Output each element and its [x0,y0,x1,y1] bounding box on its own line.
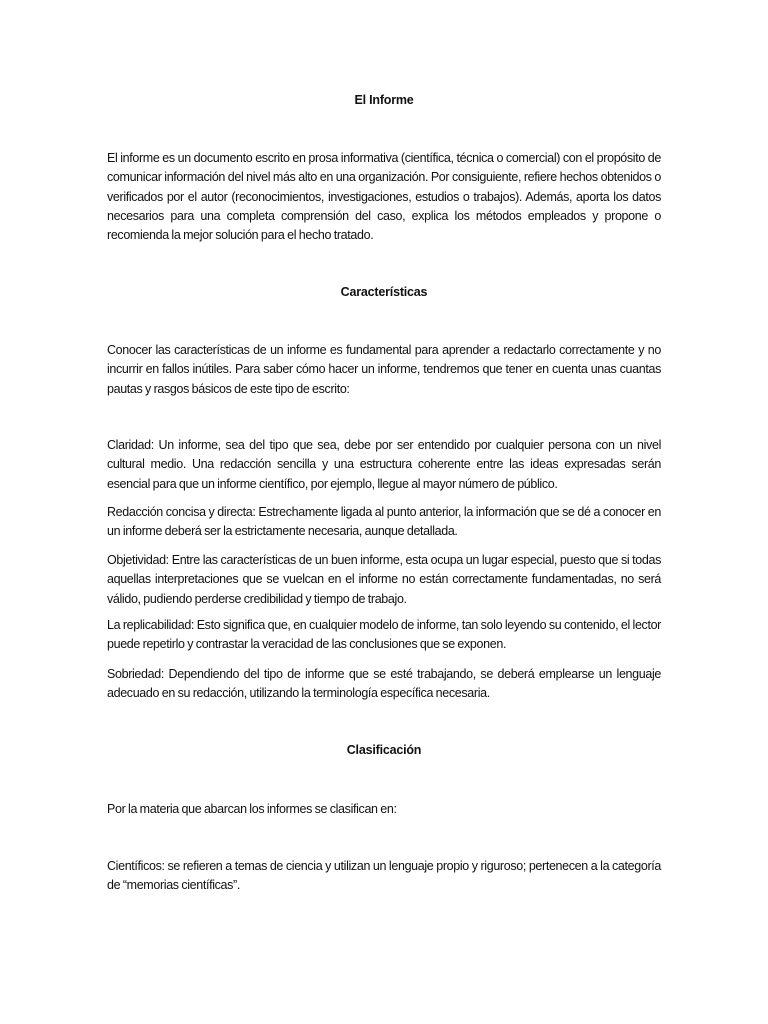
classification-intro-paragraph: Por la materia que abarcan los informes se clasifican en: [107,802,397,816]
intro-paragraph: El informe es un documento escrito en prosa informativa (científica, técnica o comercial) con el propósito de comunicar información del nivel más alto en una organización. Por consiguiente, refiere hechos obtenidos o verificados por el autor (reconocimientos, investigaciones, estudios o trabajos). Además, aporta los datos necesarios para una completa comprensión del caso, explica los métodos empleados y propone o recomienda la mejor solución para el hecho tratado. [107,151,661,243]
classification-heading: Clasificación [346,743,422,757]
characteristic-item-replicabilidad: La replicabilidad: Esto significa que, en cualquier modelo de informe, tan solo leyendo su contenido, el lector puede repetirlo y contrastar la veracidad de las conclusiones que se exponen. [107,618,661,652]
characteristics-intro-paragraph: Conocer las características de un informe es fundamental para aprender a redactarlo correctamente y no incurrir en fallos inútiles. Para saber cómo hacer un informe, tendremos que tener en cuenta unas cuantas pautas y rasgos básicos de este tipo de escrito: [107,343,661,396]
characteristic-item-redaccion: Redacción concisa y directa: Estrechamente ligada al punto anterior, la información que se dé a conocer en un informe deberá ser la estrictamente necesaria, aunque detallada. [107,505,661,539]
document-title: El Informe [354,93,414,107]
characteristic-item-sobriedad: Sobriedad: Dependiendo del tipo de informe que se esté trabajando, se deberá emplearse un lenguaje adecuado en su redacción, utilizando la terminología específica necesaria. [107,667,661,701]
characteristic-item-objetividad: Objetividad: Entre las características de un buen informe, esta ocupa un lugar especial, puesto que si todas aquellas interpretaciones que se vuelcan en el informe no están correctamente fundamentadas, no será válido, pudiendo perderse credibilidad y tiempo de trabajo. [107,553,661,606]
characteristic-item-claridad: Claridad: Un informe, sea del tipo que sea, debe por ser entendido por cualquier persona con un nivel cultural medio. Una redacción sencilla y una estructura coherente entre las ideas expresadas serán esencial para que un informe científico, por ejemplo, llegue al mayor número de público. [107,438,661,491]
classification-item-cientificos: Científicos: se refieren a temas de ciencia y utilizan un lenguaje propio y riguroso; pertenecen a la categoría de “memorias científicas”. [107,859,661,893]
characteristics-heading: Características [340,285,428,299]
